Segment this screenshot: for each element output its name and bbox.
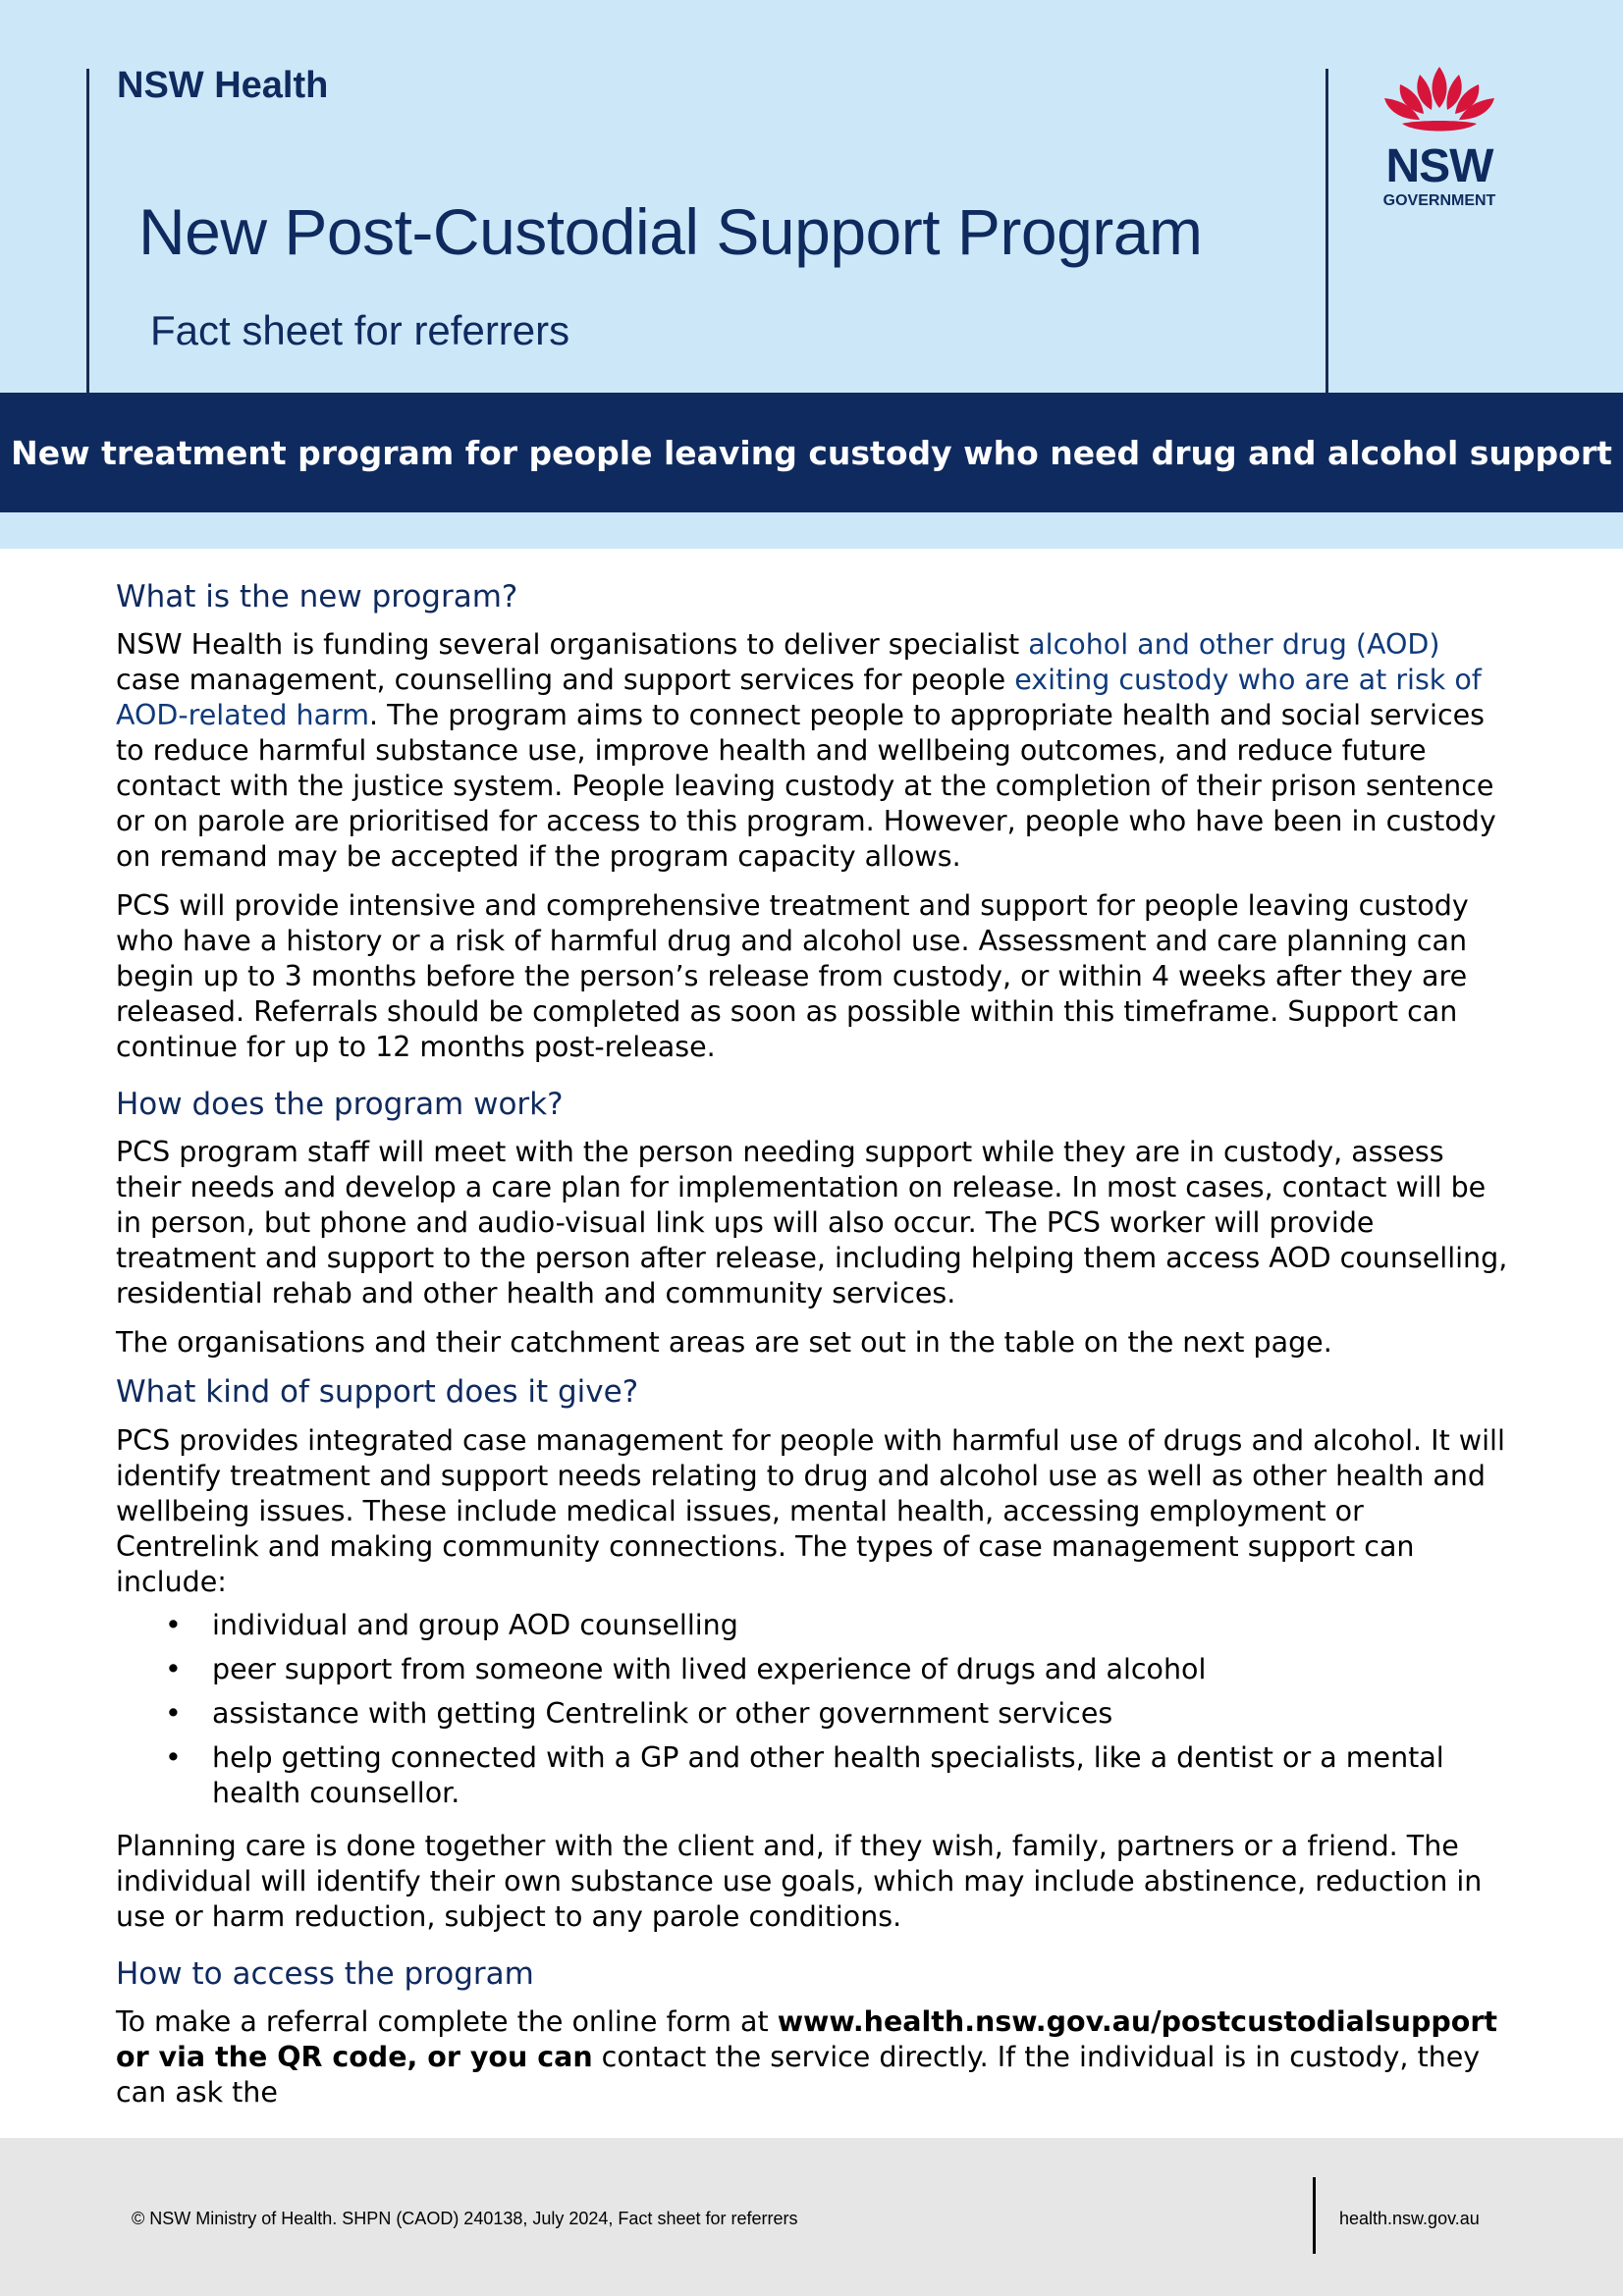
section-heading-what-is: What is the new program? — [116, 579, 518, 614]
text-run-bold: or via the QR code, or you can — [116, 2040, 593, 2073]
support-list — [116, 1608, 1510, 1811]
logo-wordmark: NSW — [1385, 140, 1493, 192]
paragraph-what-is-1 — [116, 627, 1510, 875]
list-item-text: assistance with getting Centrelink or other government services — [212, 1696, 1113, 1730]
list-item — [116, 1696, 1510, 1732]
page-footer — [0, 2138, 1623, 2296]
bullet-icon: • — [165, 1740, 182, 1774]
page-subtitle: Fact sheet for referrers — [150, 307, 570, 353]
footer-copyright: © NSW Ministry of Health. SHPN (CAOD) 240138, July 2024, Fact sheet for referrers — [132, 2209, 798, 2228]
header-divider-left — [86, 69, 89, 393]
paragraph-what-is-2: PCS will provide intensive and comprehensive treatment and support for people leaving custody who have a history or a risk of harmful drug and alcohol use. Assessment and care planning can begin up to 3 months before the person’s release from custody, or within 4 weeks after they are released. Referrals should be completed as soon as possible within this timeframe. Support can continue for up to 12 months post-release. — [116, 889, 1469, 1064]
highlight-aod: alcohol and other drug (AOD) — [1028, 628, 1440, 662]
paragraph-support-1: PCS provides integrated case management for people with harmful use of drugs and alcohol. It will identify treatment and support needs relating to drug and alcohol use as well as other health and wellbeing issues. These include medical issues, mental health, accessing employment or Centrelink and making community connections. The types of case management support can include: — [116, 1423, 1505, 1598]
waratah-logo-icon — [1373, 63, 1506, 141]
highlight-risk: exiting custody who are at risk of AOD-related harm — [116, 664, 1482, 732]
brand-label: NSW Health — [117, 65, 329, 106]
section-heading-support: What kind of support does it give? — [116, 1374, 639, 1411]
section-heading-access: How to access the program — [116, 1955, 534, 1992]
paragraph-access-1 — [116, 2004, 1510, 2110]
logo-subtext: GOVERNMENT — [1382, 192, 1496, 209]
list-item-text: help getting connected with a GP and other health specialists, like a dentist or a mental health counsellor. — [212, 1740, 1444, 1809]
footer-divider — [1313, 2177, 1316, 2254]
bullet-icon: • — [165, 1652, 182, 1685]
main-content — [116, 579, 1510, 2124]
list-item-text: individual and group AOD counselling — [212, 1608, 738, 1641]
referral-url-link[interactable]: www.health.nsw.gov.au/postcustodialsupport — [777, 2004, 1498, 2038]
paragraph-how-work-1: PCS program staff will meet with the person needing support while they are in custody, assess their needs and develop a care plan for implementation on release. In most cases, contact will be in person, but phone and audio-visual link ups will also occur. The PCS worker will provide treatment and support to the person after release, including helping them access AOD counselling, residential rehab and other health and community services. — [116, 1136, 1508, 1310]
paragraph-support-2: Planning care is done together with the client and, if they wish, family, partners or a friend. The individual will identify their own substance use goals, which may include abstinence, reduction in use or harm reduction, subject to any parole conditions. — [116, 1829, 1483, 1933]
text-run: To make a referral complete the online form at — [116, 2004, 778, 2038]
text-run: contact the service directly. If the individual is in custody, they can ask the — [116, 2040, 1481, 2109]
text-run: case management, counselling and support services for people — [116, 664, 1015, 697]
page-title: New Post-Custodial Support Program — [138, 195, 1203, 268]
list-item — [116, 1608, 1510, 1643]
list-item-text: peer support from someone with lived experience of drugs and alcohol — [212, 1652, 1207, 1685]
bullet-icon: • — [165, 1696, 182, 1730]
footer-url-link[interactable]: health.nsw.gov.au — [1339, 2209, 1480, 2228]
paragraph-how-work-2: The organisations and their catchment areas are set out in the table on the next page. — [116, 1326, 1332, 1360]
header-banner — [0, 393, 1623, 512]
bullet-icon: • — [165, 1608, 182, 1641]
section-heading-how-work: How does the program work? — [116, 1087, 564, 1123]
banner-text: New treatment program for people leaving custody who need drug and alcohol support — [11, 433, 1612, 472]
header-strip — [0, 512, 1623, 549]
text-run: NSW Health is funding several organisations to deliver specialist — [116, 628, 1029, 662]
header-divider-right — [1325, 69, 1328, 393]
text-run: . The program aims to connect people to appropriate health and social services to reduce harmful substance use, improve health and wellbeing outcomes, and reduce future contact with the justice system. People leaving custody at the completion of their prison sentence or on parole are prioritised for access to this program. However, people who have been in custody on remand may be accepted if the program capacity allows. — [116, 699, 1496, 874]
list-item — [116, 1740, 1510, 1811]
list-item — [116, 1652, 1510, 1687]
